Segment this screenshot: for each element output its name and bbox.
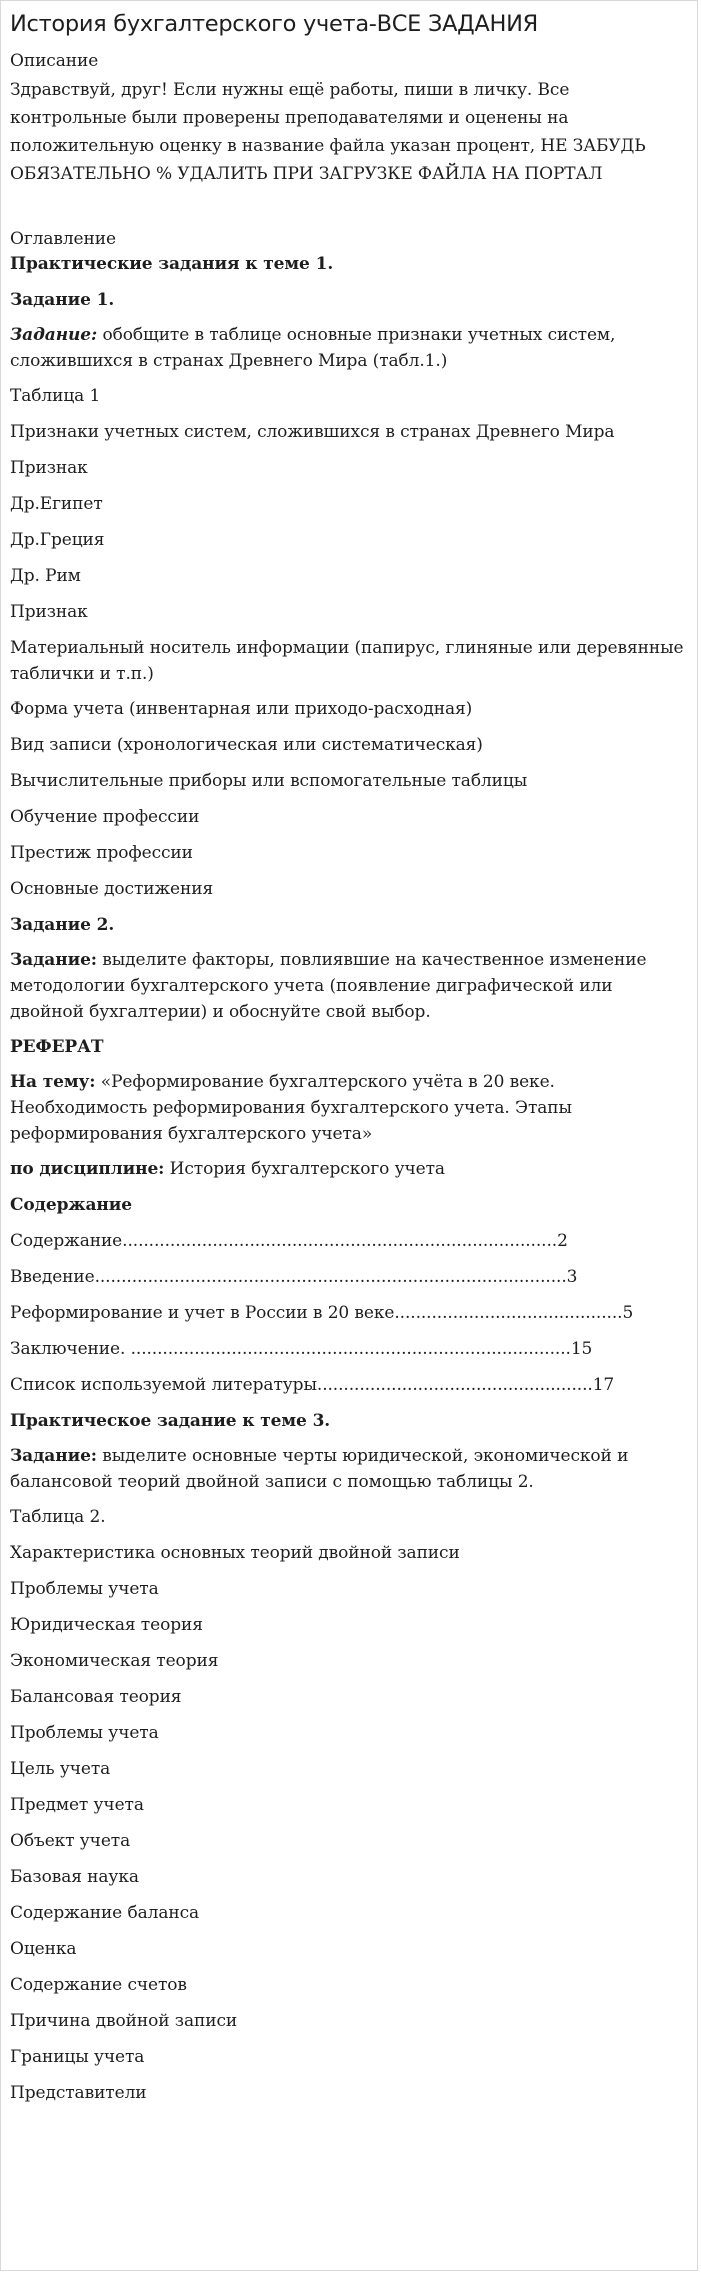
task1-text: обобщите в таблице основные признаки учетных систем, сложившихся в странах Древнего Мира (табл.1.) [10,325,616,371]
table2-row-cell: Содержание счетов [10,1975,187,1995]
table1-header-cell: Признак [10,458,88,478]
table2-row-cell: Объект учета [10,1831,131,1851]
task1-paragraph [10,322,685,374]
table1-row-cell: Материальный носитель информации (папирус, глиняные или деревянные таблички и т.п.) [10,638,684,684]
table2-row-cell: Причина двойной записи [10,2011,238,2031]
table2-title: Характеристика основных теорий двойной записи [10,1543,460,1563]
section3-heading: Практическое задание к теме 3. [10,1411,331,1431]
table2-header-cell: Экономическая теория [10,1651,219,1671]
table2-row-cell: Предмет учета [10,1795,144,1815]
table1-row-cell: Признак [10,602,88,622]
table2-row-cell: Базовая наука [10,1867,139,1887]
essay-topic [10,1069,685,1147]
table1-title: Признаки учетных систем, сложившихся в странах Древнего Мира [10,422,615,442]
table2-row-cell: Границы учета [10,2047,145,2067]
table2-caption: Таблица 2. [10,1507,106,1527]
essay-topic-label: На тему: [10,1072,96,1092]
description-text: Здравствуй, друг! Если нужны ещё работы, пиши в личку. Все контрольные были проверены преподавателями и оценены на положительную оценку в название файла указан процент, НЕ ЗАБУДЬ ОБЯЗАТЕЛЬНО % УДАЛИТЬ ПРИ ЗАГРУЗКЕ ФАЙЛА НА ПОРТАЛ [10,80,646,184]
table2-header-cell: Юридическая теория [10,1615,203,1635]
contents-entry: Реформирование и учет в России в 20 веке...........................................5 [10,1303,634,1323]
table1-row-cell: Престиж профессии [10,843,193,863]
table1-row-cell: Вид записи (хронологическая или систематическая) [10,735,483,755]
contents-heading: Содержание [10,1195,132,1215]
essay-discipline-text: История бухгалтерского учета [164,1159,445,1179]
task3-text: выделите основные черты юридической, экономической и балансовой теорий двойной записи с помощью таблицы 2. [10,1446,629,1492]
task2-label: Задание: [10,950,97,970]
task1-label: Задание: [10,325,98,345]
task1-heading: Задание 1. [10,290,115,310]
essay-discipline-label: по дисциплине: [10,1159,165,1179]
essay-topic-text: «Реформирование бухгалтерского учёта в 20 веке. Необходимость реформирования бухгалтерского учета. Этапы реформирования бухгалтерского учета» [10,1072,572,1144]
contents-entry: Введение.........................................................................................3 [10,1267,578,1287]
table1-row-cell: Вычислительные приборы или вспомогательные таблицы [10,771,528,791]
table2-row-cell: Содержание баланса [10,1903,200,1923]
table1-row-cell: Основные достижения [10,879,214,899]
task3-paragraph [10,1443,685,1495]
table2-row-cell: Проблемы учета [10,1723,159,1743]
page-title: История бухгалтерского учета-ВСЕ ЗАДАНИЯ [10,11,539,37]
task3-label: Задание: [10,1446,97,1466]
task2-heading: Задание 2. [10,915,115,935]
essay-discipline [10,1159,445,1179]
table1-header-cell: Др. Рим [10,566,81,586]
table2-row-cell: Цель учета [10,1759,111,1779]
table2-header-cell: Балансовая теория [10,1687,182,1707]
contents-entry: Список используемой литературы....................................................17 [10,1375,615,1395]
table1-caption: Таблица 1 [10,386,101,406]
essay-heading: РЕФЕРАТ [10,1037,104,1057]
table2-row-cell: Представители [10,2083,147,2103]
table1-row-cell: Обучение профессии [10,807,200,827]
table2-header-cell: Проблемы учета [10,1579,159,1599]
contents-entry: Заключение. ...................................................................................15 [10,1339,593,1359]
table2-row-cell: Оценка [10,1939,77,1959]
description-label: Описание [10,51,99,71]
section1-heading: Практические задания к теме 1. [10,254,334,274]
toc-label: Оглавление [10,229,116,249]
table1-header-cell: Др.Греция [10,530,105,550]
contents-entry: Содержание..................................................................................2 [10,1231,568,1251]
table1-row-cell: Форма учета (инвентарная или приходо-расходная) [10,699,473,719]
task2-text: выделите факторы, повлиявшие на качественное изменение методологии бухгалтерского учета (появление диграфической или двойной бухгалтерии) и обоснуйте свой выбор. [10,950,647,1022]
table1-header-cell: Др.Египет [10,494,103,514]
task2-paragraph [10,947,685,1025]
